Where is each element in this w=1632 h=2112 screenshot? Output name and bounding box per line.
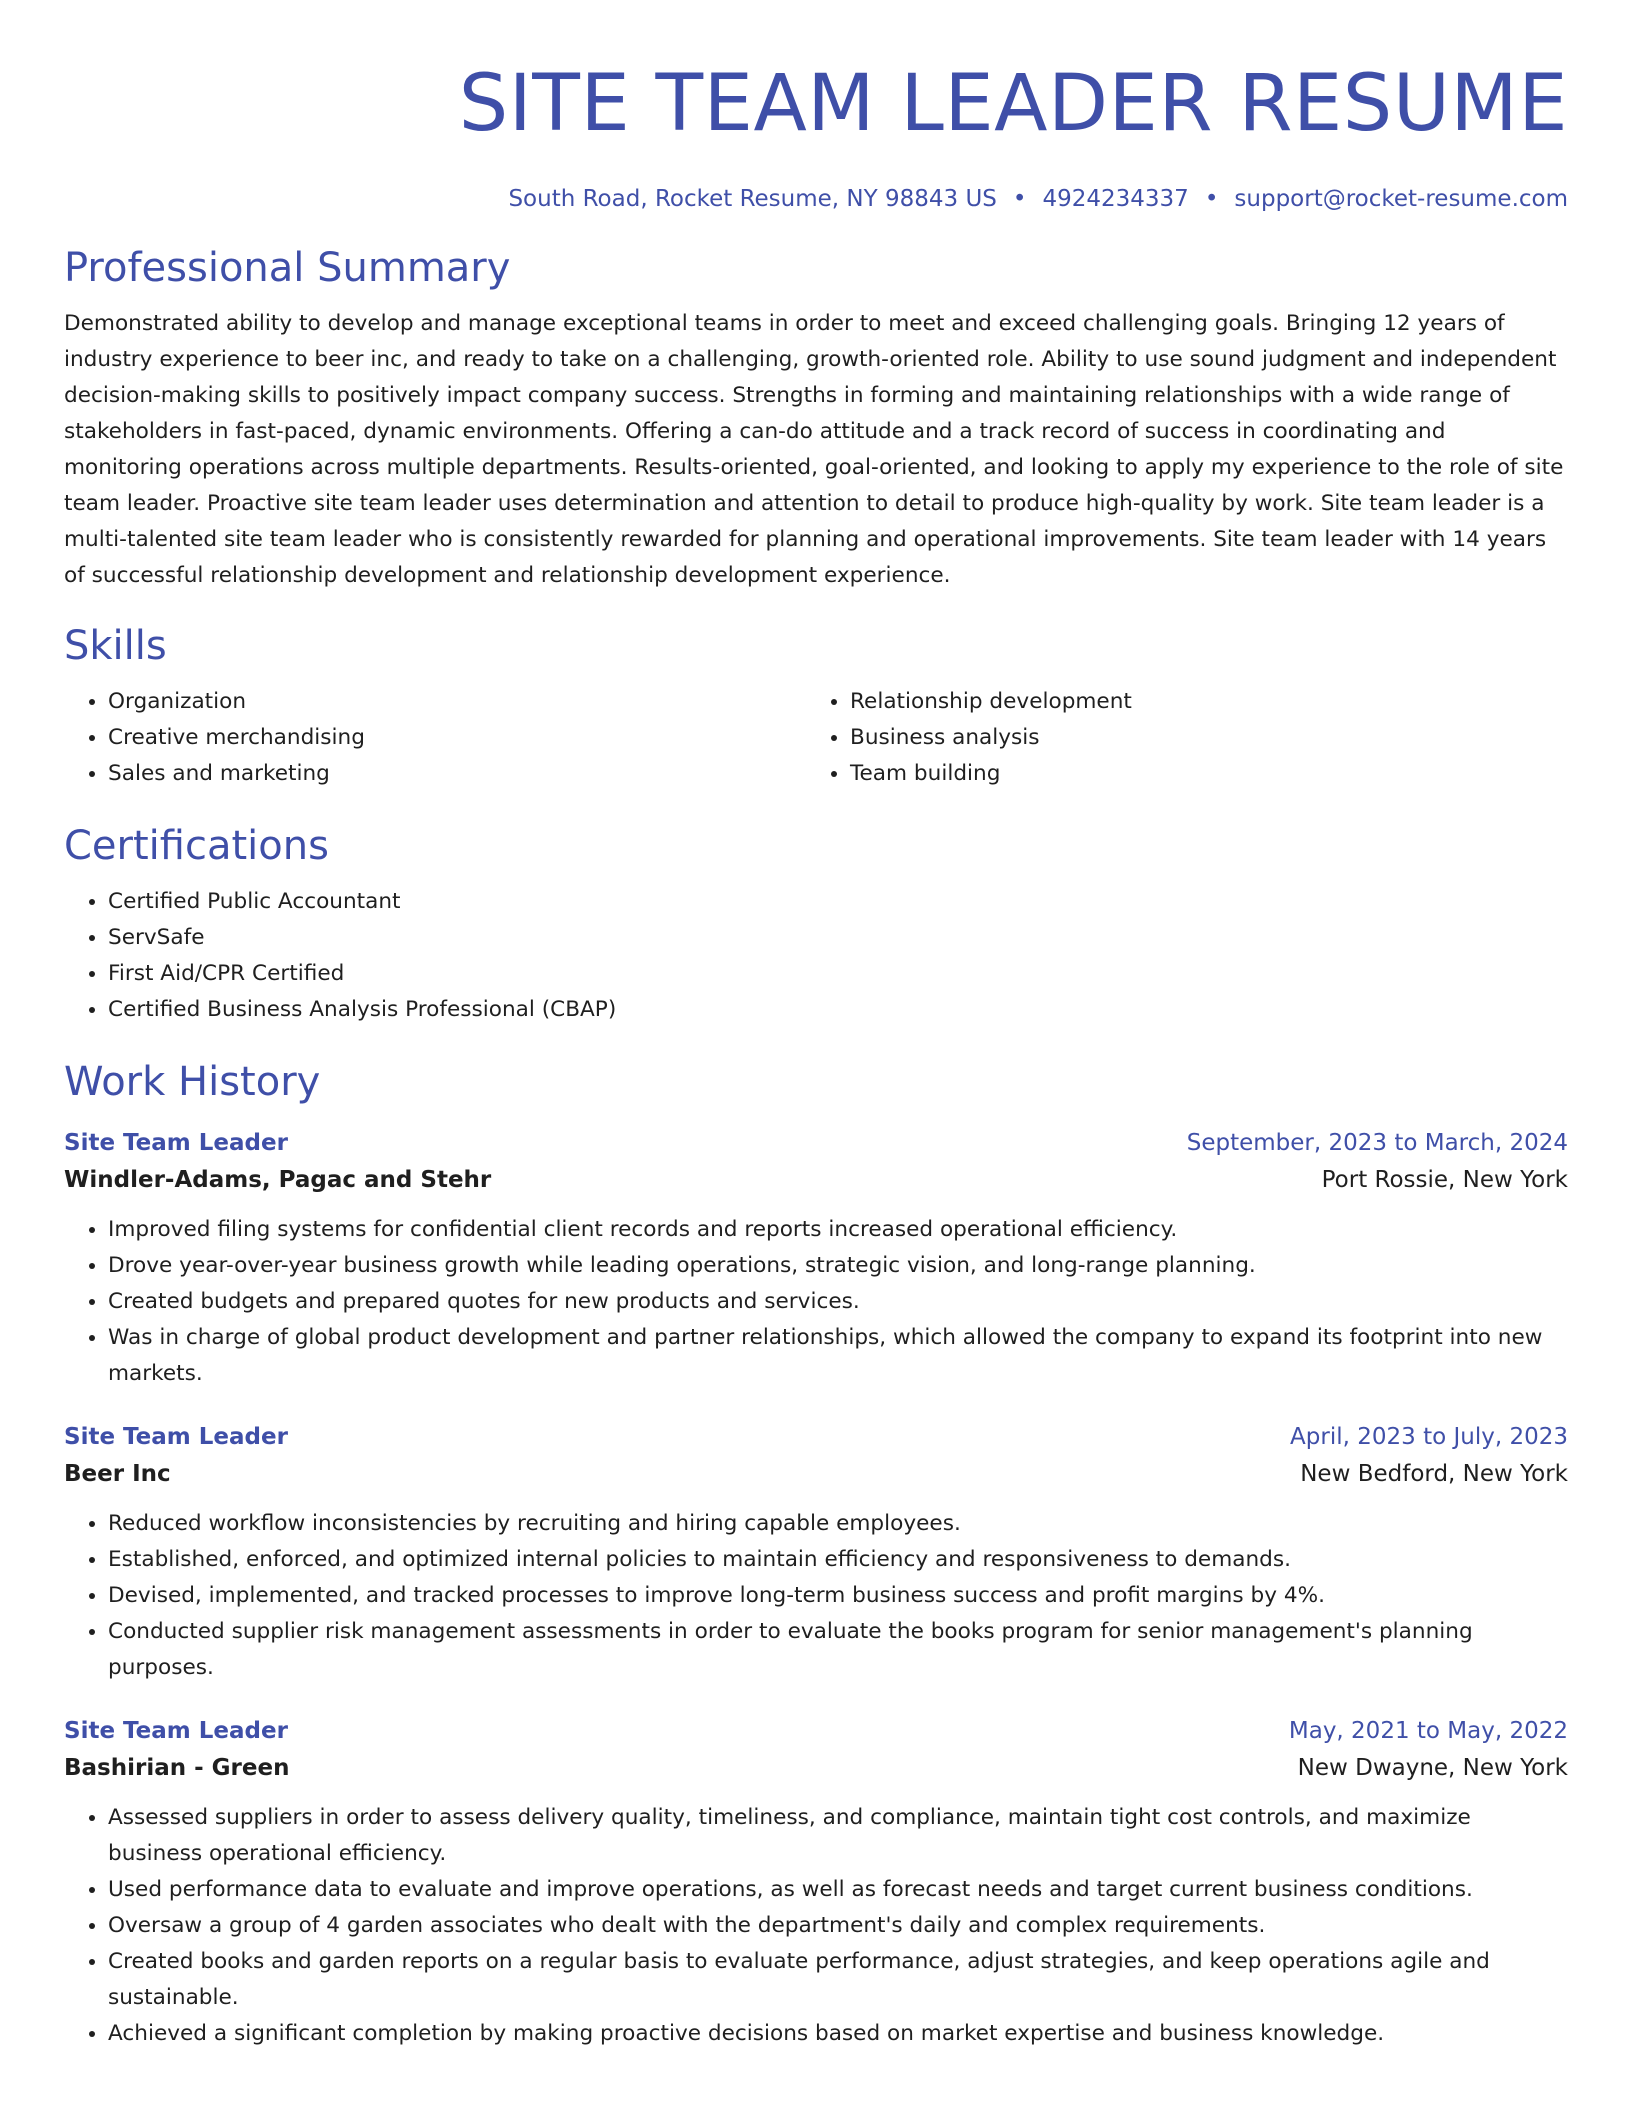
- job-bullet: • Oversaw a group of 4 garden associates who dealt with the department's daily and complex requirements.: [108, 1908, 1568, 1944]
- certifications-section: [64, 822, 1568, 1028]
- skill-item: • Business analysis: [850, 720, 1548, 756]
- job-bullet: • Drove year-over-year business growth while leading operations, strategic vision, and long-range planning.: [108, 1248, 1568, 1284]
- job-company: Windler-Adams, Pagac and Stehr: [64, 1167, 492, 1193]
- contact-phone: 4924234337: [1042, 186, 1189, 212]
- skill-item: • Creative merchandising: [108, 720, 806, 756]
- job-header-row: [64, 1714, 1568, 1748]
- skill-item: • Team building: [850, 756, 1548, 792]
- skills-column-right: [806, 684, 1548, 792]
- job-dates: May, 2021 to May, 2022: [1288, 1718, 1568, 1744]
- contact-address: South Road, Rocket Resume, NY 98843 US: [508, 186, 997, 212]
- job-entry: [64, 1714, 1568, 2052]
- job-bullet: • Assessed suppliers in order to assess delivery quality, timeliness, and compliance, maintain tight cost controls, and maximize business operational efficiency.: [108, 1800, 1568, 1872]
- contact-email[interactable]: support@rocket-resume.com: [1234, 186, 1568, 212]
- job-company: Bashirian - Green: [64, 1755, 290, 1781]
- resume-header: [64, 56, 1568, 214]
- skills-section: [64, 622, 1568, 792]
- work-history-section: [64, 1058, 1568, 2052]
- summary-text: Demonstrated ability to develop and manage exceptional teams in order to meet and exceed challenging goals. Bringing 12 years of industry experience to beer inc, and ready to take on a challenging, growth-oriented role. Ability to use sound judgment and independent decision-making skills to positively impact company success. Strengths in forming and maintaining relationships with a wide range of stakeholders in fast-paced, dynamic environments. Offering a can-do attitude and a track record of success in coordinating and monitoring operations across multiple departments. Results-oriented, goal-oriented, and looking to apply my experience to the role of site team leader. Proactive site team leader uses determination and attention to detail to produce high-quality by work. Site team leader is a multi-talented site team leader who is consistently rewarded for planning and operational improvements. Site team leader with 14 years of successful relationship development and relationship development experience.: [64, 311, 1564, 588]
- job-bullets: [64, 1506, 1568, 1686]
- contact-separator: •: [1012, 186, 1027, 212]
- job-bullet: • Used performance data to evaluate and improve operations, as well as forecast needs and target current business conditions.: [108, 1872, 1568, 1908]
- job-bullet: • Conducted supplier risk management assessments in order to evaluate the books program for senior management's planning purposes.: [108, 1614, 1568, 1686]
- job-bullets: [64, 1212, 1568, 1392]
- job-bullet: • Created budgets and prepared quotes for new products and services.: [108, 1284, 1568, 1320]
- skill-item: • Relationship development: [850, 684, 1548, 720]
- job-bullet: • Was in charge of global product development and partner relationships, which allowed the company to expand its footprint into new markets.: [108, 1320, 1568, 1392]
- job-bullet: • Achieved a significant completion by making proactive decisions based on market expertise and business knowledge.: [108, 2016, 1568, 2052]
- job-company-row: [64, 1454, 1568, 1494]
- skill-item: • Organization: [108, 684, 806, 720]
- certifications-list: [64, 884, 1568, 1028]
- summary-heading: Professional Summary: [64, 245, 511, 291]
- job-bullet: • Devised, implemented, and tracked processes to improve long-term business success and profit margins by 4%.: [108, 1578, 1568, 1614]
- skill-item: • Sales and marketing: [108, 756, 806, 792]
- job-title: Site Team Leader: [64, 1130, 288, 1156]
- skills-heading: Skills: [64, 623, 167, 669]
- work-history-heading: Work History: [64, 1059, 321, 1105]
- certification-item: • ServSafe: [108, 920, 1568, 956]
- job-location: New Bedford, New York: [1300, 1461, 1568, 1487]
- job-title: Site Team Leader: [64, 1424, 288, 1450]
- contact-line: [64, 184, 1568, 214]
- job-title: Site Team Leader: [64, 1718, 288, 1744]
- job-bullet: • Created books and garden reports on a regular basis to evaluate performance, adjust strategies, and keep operations agile and sustainable.: [108, 1944, 1568, 2016]
- job-bullet: • Established, enforced, and optimized internal policies to maintain efficiency and responsiveness to demands.: [108, 1542, 1568, 1578]
- job-dates: September, 2023 to March, 2024: [1186, 1130, 1568, 1156]
- contact-separator: •: [1204, 186, 1219, 212]
- job-entry: [64, 1420, 1568, 1686]
- job-location: Port Rossie, New York: [1321, 1167, 1568, 1193]
- certification-item: • First Aid/CPR Certified: [108, 956, 1568, 992]
- skills-grid: [64, 684, 1568, 792]
- job-bullets: [64, 1800, 1568, 2052]
- job-company: Beer Inc: [64, 1461, 171, 1487]
- job-entry: [64, 1126, 1568, 1392]
- certification-item: • Certified Public Accountant: [108, 884, 1568, 920]
- job-bullet: • Reduced workflow inconsistencies by recruiting and hiring capable employees.: [108, 1506, 1568, 1542]
- job-dates: April, 2023 to July, 2023: [1290, 1424, 1568, 1450]
- job-company-row: [64, 1160, 1568, 1200]
- resume-title: SITE TEAM LEADER RESUME: [458, 59, 1568, 149]
- summary-section: [64, 244, 1568, 594]
- certification-item: • Certified Business Analysis Professional (CBAP): [108, 992, 1568, 1028]
- skills-column-left: [64, 684, 806, 792]
- job-location: New Dwayne, New York: [1297, 1755, 1568, 1781]
- job-header-row: [64, 1126, 1568, 1160]
- job-company-row: [64, 1748, 1568, 1788]
- certifications-heading: Certifications: [64, 823, 329, 869]
- job-bullet: • Improved filing systems for confidential client records and reports increased operational efficiency.: [108, 1212, 1568, 1248]
- job-header-row: [64, 1420, 1568, 1454]
